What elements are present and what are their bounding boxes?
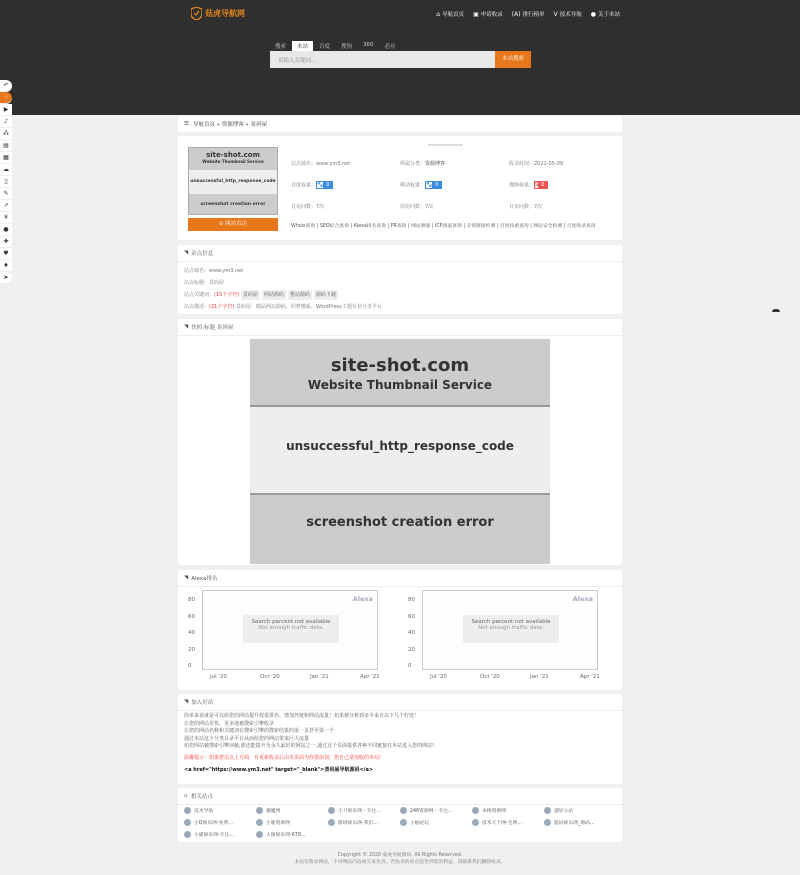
related-item[interactable]: 246资源网 - 专注... <box>400 807 472 814</box>
no-data-sub: Not enough traffic data. <box>258 625 324 631</box>
top-nav-item[interactable]: (A) 排行榜单 <box>511 10 545 18</box>
search-tab[interactable]: 本站 <box>292 41 313 51</box>
grid-icon[interactable]: ▦ <box>0 152 12 164</box>
month-visits: 月访问数：7次 <box>291 204 325 210</box>
u-icon: ∪ <box>184 793 189 799</box>
x-tick-label: Apr '21 <box>580 674 600 680</box>
yen-icon[interactable]: ¥ <box>0 212 12 224</box>
query-links[interactable]: Whois查询 | SEO综合查询 | Alexa排名查询 | PR查询 | 网站测速 | ICP备案查询 | 友情链接检测 | 百度权重查询 | 网站安全检测 | 百度收录查询 <box>291 224 596 229</box>
search-tab[interactable]: 百度 <box>319 44 331 50</box>
site-date: 收录时间：2021-05-09 <box>509 161 564 167</box>
x-tick-label: Jul '20 <box>430 674 447 680</box>
rss-icon: ◥ <box>184 575 189 581</box>
search-button[interactable]: 本站搜索 <box>495 51 531 68</box>
search-tab[interactable]: 搜索 <box>275 44 287 50</box>
mobile-weight: 移动权重：🐾 0 <box>400 181 442 189</box>
rss-icon: ◥ <box>184 324 189 330</box>
related-item[interactable]: 小Q娱乐网-免费... <box>184 819 256 826</box>
y-tick-label: 80 <box>408 597 415 603</box>
related-item[interactable]: 筵码娱乐网_源码... <box>544 819 616 826</box>
join-line: 让您的网站名称和关键词在搜索引擎的搜索结果的第一页甚至第一个 <box>184 728 335 735</box>
alexa-chart <box>182 590 382 680</box>
week-visits: 周访问数：7次 <box>400 204 434 210</box>
keyword-tag[interactable]: 源码下载 <box>315 292 336 298</box>
site-logo[interactable] <box>191 7 245 20</box>
keyword-tag[interactable]: 景码屋 <box>242 292 258 298</box>
site-favicon-icon <box>184 831 191 838</box>
related-item[interactable]: 小鹿资源网 <box>256 819 328 826</box>
snapshot-error: unsuccessful_http_response_code <box>250 407 550 495</box>
site-favicon-icon <box>472 819 479 826</box>
related-item[interactable]: 薇域娱乐网-我们... <box>328 819 400 826</box>
y-tick-label: 20 <box>408 646 415 653</box>
keyword-tag[interactable]: 整站源码 <box>289 292 310 298</box>
info-desc: 站点描述：(21个字符) 景码屋：精品网站源码、织梦模板、WordPress主题专业分享平台 <box>184 304 382 310</box>
snapshot-error-2: screenshot creation error <box>306 515 494 530</box>
side-toolbar <box>0 80 13 284</box>
nav-icon: ⌂ <box>436 10 441 18</box>
divider <box>428 144 463 146</box>
top-nav <box>436 10 620 18</box>
thumb-brand: site-shot.com Website Thumbnail Service <box>202 151 264 164</box>
file-icon[interactable]: ▯ <box>0 176 12 188</box>
back-icon[interactable]: ↶ <box>0 80 12 92</box>
site-domain: 站点域名：www.ym3.net <box>291 161 351 167</box>
site-favicon-icon <box>544 807 551 814</box>
menu-icon: ☰ <box>184 121 189 127</box>
site-detail-card <box>178 136 622 240</box>
site-favicon-icon <box>256 831 263 838</box>
youtube-icon[interactable]: ▶ <box>0 104 12 116</box>
related-item[interactable]: 技术导航 <box>184 807 256 814</box>
related-item[interactable]: 技术天下网-全网... <box>472 819 544 826</box>
join-card <box>178 694 622 784</box>
info-name: 站点标题：景码屋 <box>184 280 225 286</box>
related-item[interactable]: 小刀娱乐网 - 专注... <box>328 807 400 814</box>
thumb-error-2: screenshot creation error <box>200 202 266 207</box>
copyright: Copyright © 2020 菇虎导航源码. All Rights Reserved. <box>337 853 463 858</box>
site-favicon-icon <box>400 807 407 814</box>
header <box>0 0 800 115</box>
search-tab[interactable]: 必应 <box>384 44 396 50</box>
x-tick-label: Apr '21 <box>360 674 380 680</box>
y-tick-label: 0 <box>408 663 412 669</box>
join-line: 让您的网站更快、更多地被搜索引擎收录 <box>184 720 275 727</box>
alexa-logo: Alexa <box>572 595 593 603</box>
site-favicon-icon <box>256 819 263 826</box>
related-item[interactable]: 小柚论坛 <box>400 819 472 826</box>
site-favicon-icon <box>400 819 407 826</box>
no-data-message: Search percent not available Not enough traffic data. <box>463 615 559 643</box>
top-nav-item[interactable]: V 技术导航 <box>553 10 582 18</box>
related-item[interactable]: 大图娱乐网-678... <box>256 831 328 838</box>
pen-icon[interactable]: ✎ <box>0 188 12 200</box>
related-list <box>178 805 622 840</box>
plus-icon[interactable]: ✚ <box>0 236 12 248</box>
heart-icon[interactable]: ♥ <box>0 248 12 260</box>
footer <box>0 852 800 866</box>
search-input[interactable]: 请输入关键词... <box>270 51 495 68</box>
card-title: ◥ Alexa排名 <box>178 570 622 587</box>
join-warning: 温馨提示：如果您站点上方面，有更新收录后由本页面为你要添加，您自己请加收的本站! <box>184 754 382 761</box>
dot-icon[interactable]: ● <box>0 224 12 236</box>
baidu-weight: 百度权重：🐾 0 <box>291 181 333 189</box>
snapshot-card <box>178 319 622 565</box>
y-tick-label: 20 <box>188 646 195 653</box>
site-favicon-icon <box>184 807 191 814</box>
disclaimer: 本站仅收录网站，不对网站内容或交易负责。若收录的站点侵害到您的利益，请联系我们删除收录。 <box>294 860 506 865</box>
site-favicon-icon <box>328 819 335 826</box>
card-title: ∪ 相关站点 <box>178 788 622 805</box>
visit-button[interactable]: ⊙ 网站直达 <box>188 218 278 231</box>
send-icon[interactable]: ➤ <box>0 272 12 284</box>
y-tick-label: 60 <box>408 613 415 620</box>
nav-icon: ● <box>590 10 596 18</box>
related-item[interactable]: 小猫娱乐网-专注... <box>184 831 256 838</box>
logo-text: 菇虎导航网 <box>205 9 245 18</box>
search-tab[interactable]: 360 <box>363 42 374 48</box>
alexa-card <box>178 570 622 690</box>
bell-icon[interactable]: ♦ <box>0 260 12 272</box>
top-nav-item[interactable]: ▣ 申请收录 <box>473 10 503 18</box>
day-visits: 日访问数：7次 <box>509 204 543 210</box>
nav-icon: ▣ <box>473 10 479 18</box>
chart-plot-area <box>202 590 378 670</box>
keyword-tag[interactable]: 网站源码 <box>263 292 284 298</box>
alexa-chart <box>402 590 602 680</box>
x-tick-label: Oct '20 <box>480 674 500 680</box>
scroll-indicator <box>772 309 780 312</box>
related-item[interactable]: 本楼资源网 <box>472 807 544 814</box>
alexa-logo: Alexa <box>352 595 373 603</box>
related-item[interactable]: 遇轩小站 <box>544 807 616 814</box>
search-tabs <box>270 41 402 51</box>
card-title: ◥ 加入好站 <box>178 694 622 711</box>
y-tick-label: 60 <box>188 613 195 620</box>
top-nav-item[interactable]: ● 关于本站 <box>590 10 620 18</box>
snapshot-brand: site-shot.com Website Thumbnail Service <box>250 339 550 407</box>
y-tick-label: 40 <box>188 630 195 636</box>
info-keywords: 站点关键词：(15个字符) 景码屋 网站源码 整站源码 源码下载 <box>184 292 336 298</box>
join-text <box>178 711 622 753</box>
site-category: 所属分类：资源博客 <box>400 161 446 167</box>
y-tick-label: 40 <box>408 630 415 636</box>
join-line: 简单来说就是可以给您的网站提升权重排名、增加外链和网站流量！如果被分析到多少来自以下几个好处！ <box>184 713 420 719</box>
sogou-weight: 搜狗权重：S 0 <box>509 181 548 189</box>
x-tick-label: Jul '20 <box>210 674 227 680</box>
site-favicon-icon <box>472 807 479 814</box>
card-title: ◥ 快照:标题 景码屋 <box>178 319 622 336</box>
no-data-message: Search percent not available Not enough traffic data. <box>243 615 339 643</box>
join-line: 通过本站这个分类目录平台从而给您的网站带来巨大流量 <box>184 735 310 742</box>
x-tick-label: Jan '21 <box>310 674 329 680</box>
top-nav-item[interactable]: ⌂ 导航首页 <box>436 10 465 18</box>
site-favicon-icon <box>328 807 335 814</box>
rss-icon: ◥ <box>184 699 189 705</box>
music-icon[interactable]: ♪ <box>0 116 12 128</box>
snapshot-image <box>250 339 550 564</box>
related-card <box>178 788 622 842</box>
x-tick-label: Jan '21 <box>530 674 549 680</box>
site-favicon-icon <box>256 807 263 814</box>
thumb-error: unsuccessful_http_response_code <box>189 170 277 194</box>
site-favicon-icon <box>184 819 191 826</box>
chart-icon[interactable]: ↗ <box>0 200 12 212</box>
breadcrumb-text[interactable]: 导航首页 » 资源博客 » 景码屋 <box>192 122 268 128</box>
info-domain: 站点域名：www.ym3.net <box>184 268 244 274</box>
cloud-icon[interactable]: ☁ <box>0 164 12 176</box>
join-code: <a href="https://www.ym3.net" target="_blank">景码屋导航源码</a> <box>184 766 374 773</box>
y-tick-label: 0 <box>188 663 192 669</box>
nav-icon: (A) <box>511 10 521 18</box>
nav-icon: V <box>553 10 558 18</box>
chart-plot-area <box>422 590 598 670</box>
x-tick-label: Oct '20 <box>260 674 280 680</box>
shield-icon <box>191 7 202 20</box>
no-data-sub: Not enough traffic data. <box>478 625 544 631</box>
related-item[interactable]: 趣魔网 <box>256 807 328 814</box>
card-title: ◥ 站点信息 <box>178 245 622 262</box>
hand-icon[interactable]: ☝ <box>0 92 12 104</box>
site-thumbnail <box>188 147 278 215</box>
join-line: 如您网站被搜索引擎屏蔽,那也能提升为永久最好的网站之一,通过这个页面提供各种不同链接在本站进入您的网站! <box>184 743 435 750</box>
y-tick-label: 80 <box>188 597 195 603</box>
site-favicon-icon <box>544 819 551 826</box>
breadcrumb <box>178 116 622 132</box>
site-info-card <box>178 245 622 314</box>
share-icon[interactable]: ⁂ <box>0 128 12 140</box>
book-icon[interactable]: ▤ <box>0 140 12 152</box>
search-tab[interactable]: 搜狗 <box>341 44 353 50</box>
rss-icon: ◥ <box>184 250 189 256</box>
